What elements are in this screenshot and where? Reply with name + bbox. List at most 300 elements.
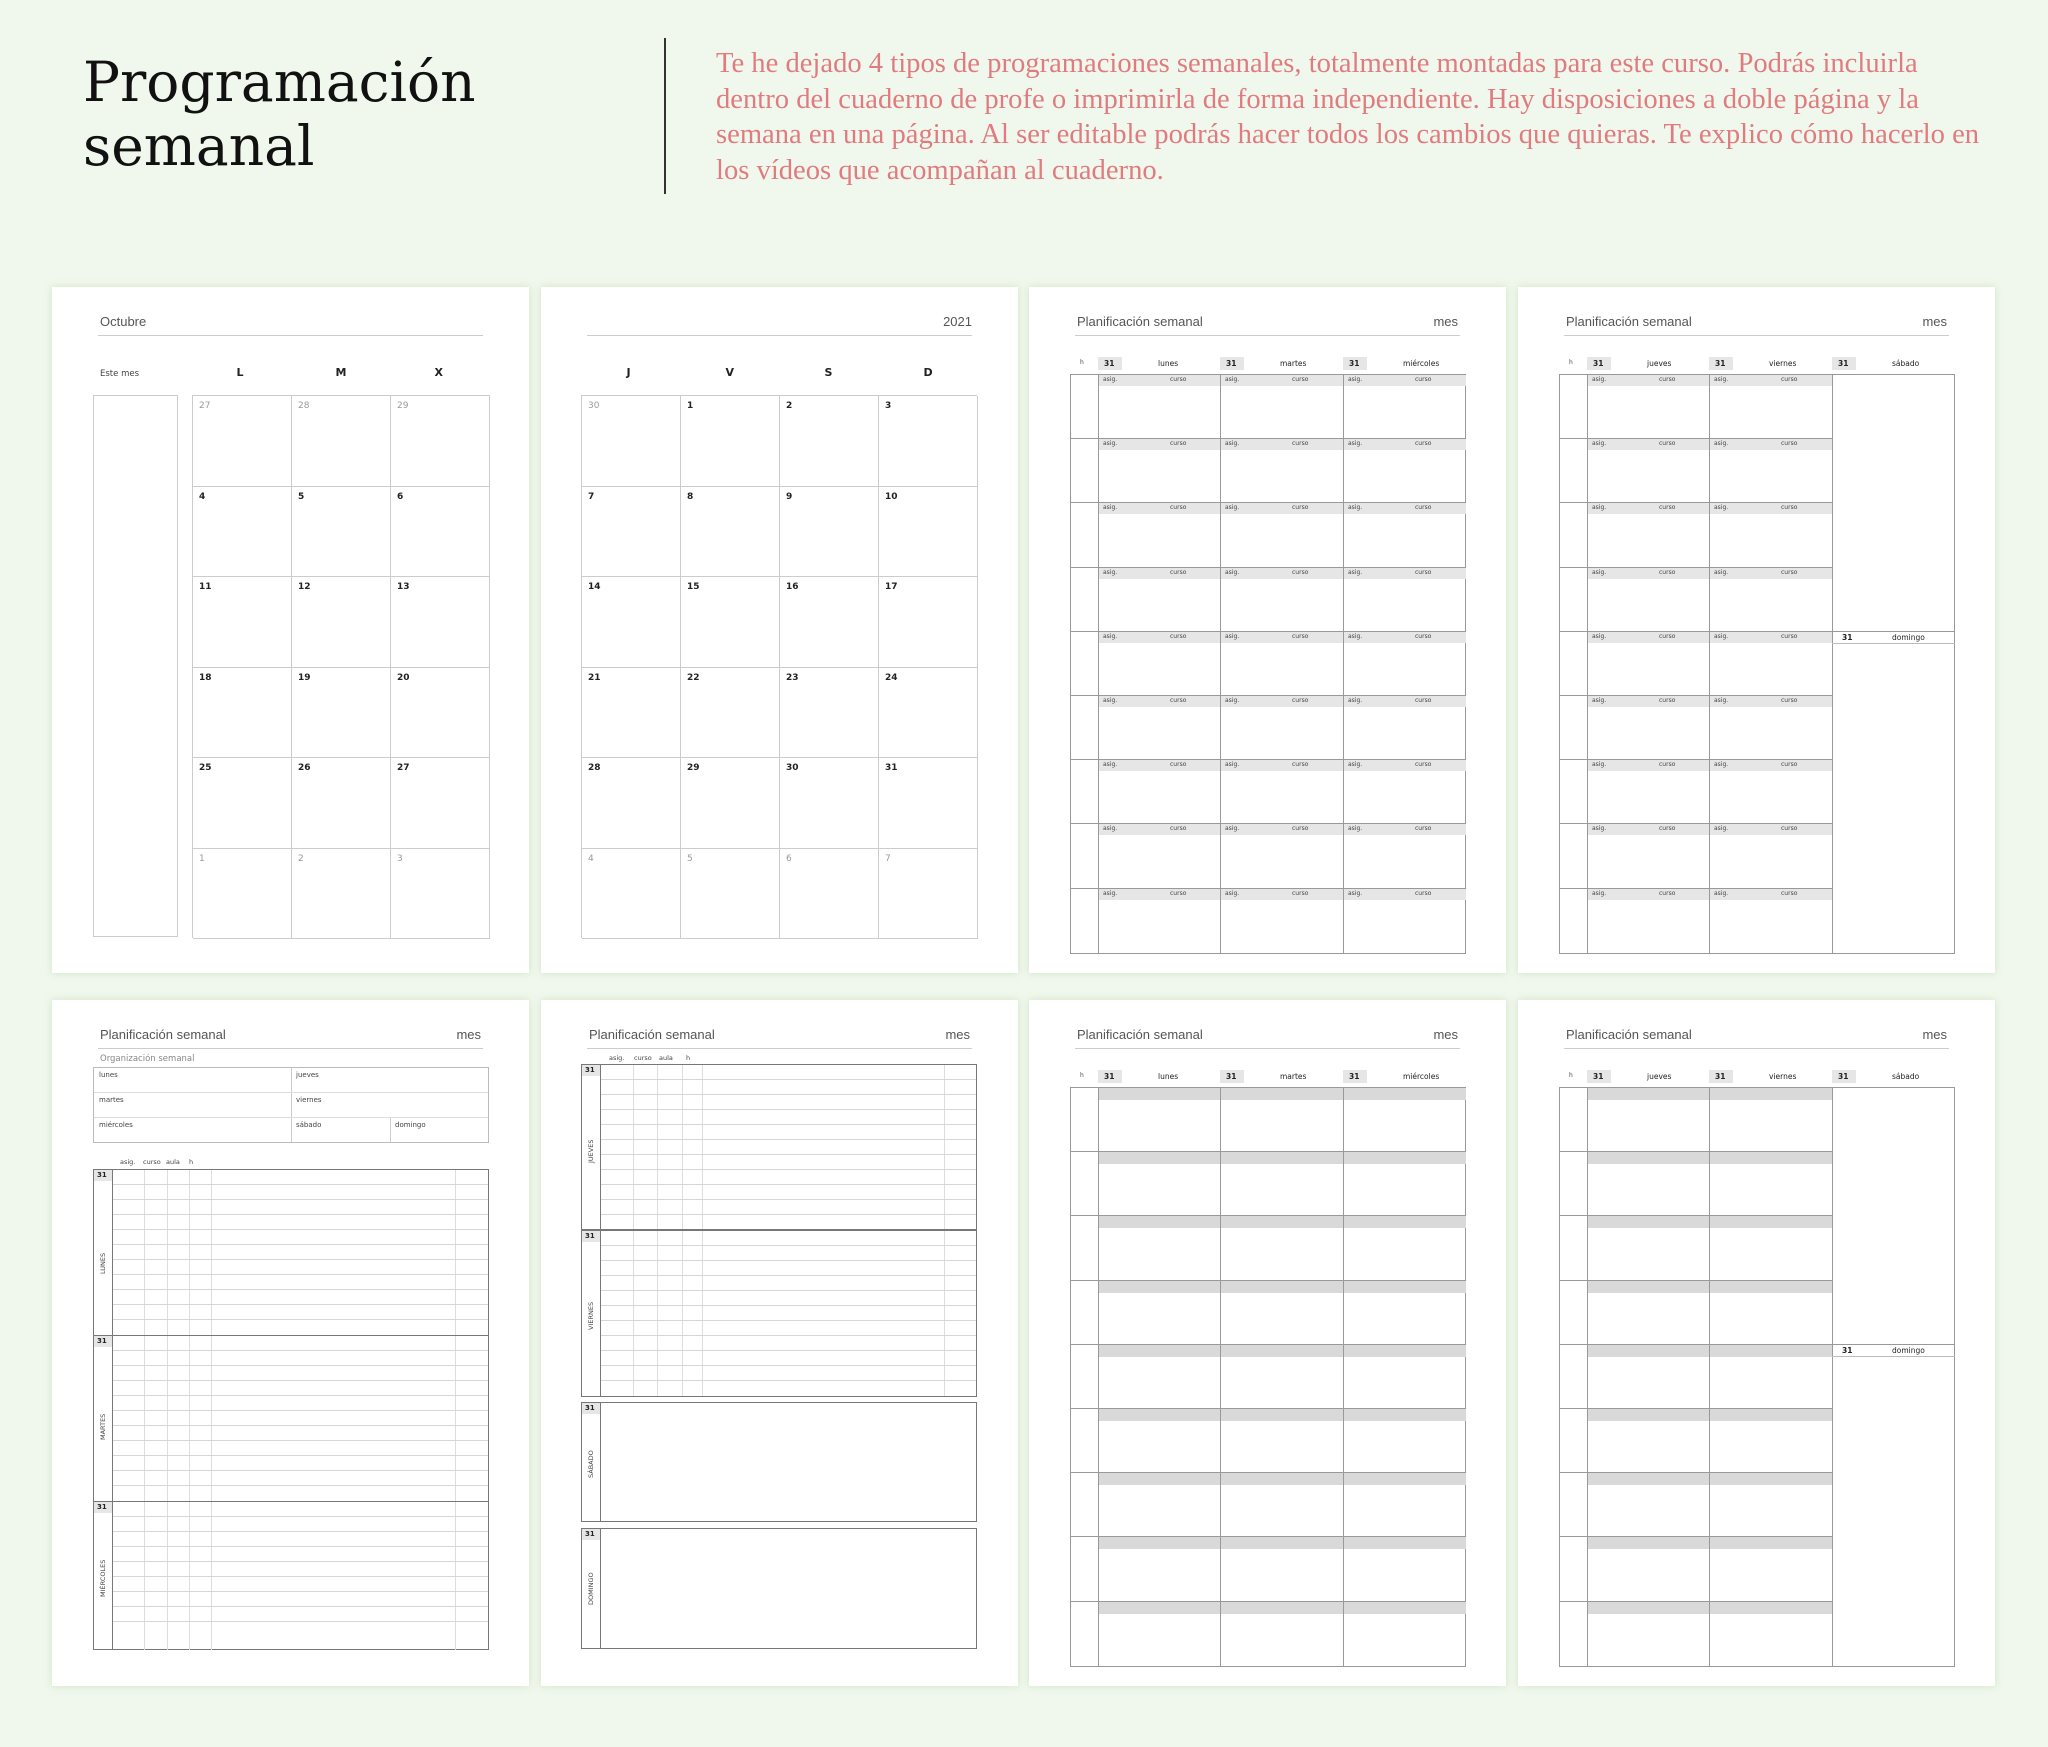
asig-label[interactable]: asig.: [1348, 440, 1363, 448]
session-cell[interactable]: [1344, 580, 1466, 630]
curso-label[interactable]: curso: [1659, 440, 1676, 448]
session-cell[interactable]: [1588, 1228, 1709, 1278]
asig-label[interactable]: asig.: [1348, 697, 1363, 704]
grid-line[interactable]: [601, 1290, 976, 1291]
session-cell[interactable]: [1099, 1549, 1220, 1599]
grid-line[interactable]: [113, 1319, 488, 1320]
grid-line[interactable]: [601, 1380, 976, 1381]
asig-label[interactable]: asig.: [1714, 697, 1729, 704]
session-cell[interactable]: [1710, 1164, 1832, 1214]
session-cell[interactable]: [1588, 1614, 1709, 1664]
session-header-bar[interactable]: [1344, 1152, 1466, 1164]
session-cell[interactable]: [1588, 901, 1709, 951]
asig-label[interactable]: asig.: [1225, 504, 1240, 512]
session-cell[interactable]: [1344, 1421, 1466, 1471]
session-cell[interactable]: [1710, 1485, 1832, 1535]
session-header-bar[interactable]: [1344, 1537, 1466, 1549]
grid-line[interactable]: [113, 1591, 488, 1592]
calendar-day-cell[interactable]: [879, 396, 978, 487]
curso-label[interactable]: curso: [1659, 632, 1676, 640]
org-miercoles[interactable]: miércoles: [99, 1121, 133, 1129]
asig-label[interactable]: asig.: [1714, 889, 1729, 897]
notes-area[interactable]: [601, 1529, 975, 1648]
session-cell[interactable]: [1710, 772, 1832, 822]
session-header-bar[interactable]: [1588, 1537, 1709, 1549]
calendar-day-cell[interactable]: [292, 396, 391, 487]
session-cell[interactable]: [1344, 901, 1466, 951]
session-cell[interactable]: [1099, 644, 1220, 694]
grid-line[interactable]: [113, 1410, 488, 1411]
curso-label[interactable]: curso: [1781, 568, 1798, 576]
curso-label[interactable]: curso: [1292, 504, 1309, 512]
session-cell[interactable]: [1221, 901, 1343, 951]
asig-label[interactable]: asig.: [1225, 568, 1240, 576]
session-header-bar[interactable]: [1344, 1602, 1466, 1614]
curso-label[interactable]: curso: [1781, 697, 1798, 704]
curso-label[interactable]: curso: [1781, 825, 1798, 833]
asig-label[interactable]: asig.: [1103, 568, 1118, 576]
curso-label[interactable]: curso: [1659, 825, 1676, 833]
session-cell[interactable]: [1710, 901, 1832, 951]
curso-label[interactable]: curso: [1781, 889, 1798, 897]
session-cell[interactable]: [1710, 1100, 1832, 1150]
curso-label[interactable]: curso: [1659, 697, 1676, 704]
session-cell[interactable]: [1099, 1614, 1220, 1664]
calendar-day-cell[interactable]: [582, 577, 681, 668]
grid-line[interactable]: [113, 1395, 488, 1396]
curso-label[interactable]: curso: [1415, 697, 1432, 704]
domingo-area[interactable]: [1833, 644, 1955, 952]
session-cell[interactable]: [1710, 1614, 1832, 1664]
curso-label[interactable]: curso: [1415, 632, 1432, 640]
session-header-bar[interactable]: [1099, 1281, 1220, 1293]
grid-line[interactable]: [113, 1365, 488, 1366]
session-header-bar[interactable]: [1710, 1216, 1832, 1228]
session-cell[interactable]: [1221, 387, 1343, 437]
asig-label[interactable]: asig.: [1592, 889, 1607, 897]
grid-line[interactable]: [113, 1425, 488, 1426]
asig-label[interactable]: asig.: [1348, 568, 1363, 576]
curso-label[interactable]: curso: [1781, 376, 1798, 383]
session-cell[interactable]: [1221, 772, 1343, 822]
session-header-bar[interactable]: [1221, 1152, 1343, 1164]
calendar-day-cell[interactable]: [391, 849, 490, 940]
session-cell[interactable]: [1710, 1293, 1832, 1343]
grid-line[interactable]: [113, 1274, 488, 1275]
calendar-day-cell[interactable]: [681, 668, 780, 759]
session-header-bar[interactable]: [1221, 1602, 1343, 1614]
asig-label[interactable]: asig.: [1714, 504, 1729, 512]
calendar-day-cell[interactable]: [193, 758, 292, 849]
asig-label[interactable]: asig.: [1103, 697, 1118, 704]
session-cell[interactable]: [1588, 1164, 1709, 1214]
curso-label[interactable]: curso: [1292, 632, 1309, 640]
curso-label[interactable]: curso: [1659, 889, 1676, 897]
asig-label[interactable]: asig.: [1714, 376, 1729, 383]
asig-label[interactable]: asig.: [1103, 440, 1118, 448]
session-cell[interactable]: [1344, 836, 1466, 886]
grid-line[interactable]: [113, 1304, 488, 1305]
session-header-bar[interactable]: [1221, 1409, 1343, 1421]
calendar-day-cell[interactable]: [879, 577, 978, 668]
sabado-area[interactable]: [1833, 1088, 1955, 1343]
calendar-day-cell[interactable]: [292, 577, 391, 668]
session-header-bar[interactable]: [1344, 1088, 1466, 1100]
session-header-bar[interactable]: [1710, 1537, 1832, 1549]
session-cell[interactable]: [1588, 1421, 1709, 1471]
grid-line[interactable]: [601, 1305, 976, 1306]
session-cell[interactable]: [1221, 836, 1343, 886]
session-cell[interactable]: [1221, 580, 1343, 630]
calendar-day-cell[interactable]: [582, 758, 681, 849]
session-cell[interactable]: [1344, 1549, 1466, 1599]
curso-label[interactable]: curso: [1292, 761, 1309, 769]
session-cell[interactable]: [1344, 1614, 1466, 1664]
grid-line[interactable]: [601, 1320, 976, 1321]
asig-label[interactable]: asig.: [1225, 376, 1240, 383]
calendar-day-cell[interactable]: [292, 849, 391, 940]
grid-line[interactable]: [601, 1139, 976, 1140]
session-header-bar[interactable]: [1588, 1602, 1709, 1614]
session-cell[interactable]: [1344, 772, 1466, 822]
calendar-day-cell[interactable]: [681, 849, 780, 940]
asig-label[interactable]: asig.: [1714, 440, 1729, 448]
session-cell[interactable]: [1344, 1357, 1466, 1407]
calendar-day-cell[interactable]: [780, 758, 879, 849]
asig-label[interactable]: asig.: [1103, 825, 1118, 833]
grid-line[interactable]: [601, 1199, 976, 1200]
asig-label[interactable]: asig.: [1103, 761, 1118, 769]
sabado-area[interactable]: [1833, 375, 1955, 630]
session-cell[interactable]: [1099, 580, 1220, 630]
session-cell[interactable]: [1099, 451, 1220, 501]
grid-line[interactable]: [113, 1199, 488, 1200]
session-header-bar[interactable]: [1099, 1088, 1220, 1100]
session-cell[interactable]: [1344, 1293, 1466, 1343]
calendar-day-cell[interactable]: [391, 577, 490, 668]
curso-label[interactable]: curso: [1415, 440, 1432, 448]
calendar-day-cell[interactable]: [780, 849, 879, 940]
session-cell[interactable]: [1588, 708, 1709, 758]
session-header-bar[interactable]: [1099, 1602, 1220, 1614]
session-cell[interactable]: [1221, 708, 1343, 758]
session-header-bar[interactable]: [1710, 1409, 1832, 1421]
curso-label[interactable]: curso: [1781, 632, 1798, 640]
session-cell[interactable]: [1221, 1421, 1343, 1471]
org-domingo[interactable]: domingo: [395, 1121, 426, 1129]
session-cell[interactable]: [1344, 451, 1466, 501]
grid-line[interactable]: [113, 1470, 488, 1471]
session-header-bar[interactable]: [1221, 1473, 1343, 1485]
grid-line[interactable]: [601, 1335, 976, 1336]
asig-label[interactable]: asig.: [1592, 568, 1607, 576]
grid-line[interactable]: [113, 1184, 488, 1185]
org-viernes[interactable]: viernes: [296, 1096, 322, 1104]
session-cell[interactable]: [1099, 1100, 1220, 1150]
session-cell[interactable]: [1221, 1164, 1343, 1214]
session-header-bar[interactable]: [1221, 1537, 1343, 1549]
grid-line[interactable]: [113, 1259, 488, 1260]
calendar-day-cell[interactable]: [193, 668, 292, 759]
session-cell[interactable]: [1710, 1549, 1832, 1599]
session-header-bar[interactable]: [1710, 1152, 1832, 1164]
curso-label[interactable]: curso: [1415, 761, 1432, 769]
calendar-day-cell[interactable]: [193, 396, 292, 487]
curso-label[interactable]: curso: [1292, 697, 1309, 704]
org-martes[interactable]: martes: [99, 1096, 124, 1104]
session-header-bar[interactable]: [1710, 1602, 1832, 1614]
asig-label[interactable]: asig.: [1103, 376, 1118, 383]
asig-label[interactable]: asig.: [1103, 632, 1118, 640]
session-cell[interactable]: [1710, 515, 1832, 565]
session-cell[interactable]: [1221, 644, 1343, 694]
asig-label[interactable]: asig.: [1714, 825, 1729, 833]
session-header-bar[interactable]: [1221, 1216, 1343, 1228]
calendar-day-cell[interactable]: [582, 396, 681, 487]
asig-label[interactable]: asig.: [1225, 440, 1240, 448]
calendar-day-cell[interactable]: [681, 577, 780, 668]
asig-label[interactable]: asig.: [1225, 761, 1240, 769]
grid-line[interactable]: [113, 1214, 488, 1215]
session-cell[interactable]: [1588, 580, 1709, 630]
session-header-bar[interactable]: [1344, 1281, 1466, 1293]
session-cell[interactable]: [1588, 1357, 1709, 1407]
session-header-bar[interactable]: [1588, 1088, 1709, 1100]
grid-line[interactable]: [113, 1606, 488, 1607]
asig-label[interactable]: asig.: [1592, 632, 1607, 640]
session-cell[interactable]: [1710, 451, 1832, 501]
asig-label[interactable]: asig.: [1348, 761, 1363, 769]
calendar-day-cell[interactable]: [780, 577, 879, 668]
session-cell[interactable]: [1099, 772, 1220, 822]
calendar-day-cell[interactable]: [780, 487, 879, 578]
session-cell[interactable]: [1344, 387, 1466, 437]
session-header-bar[interactable]: [1710, 1345, 1832, 1357]
asig-label[interactable]: asig.: [1225, 889, 1240, 897]
session-header-bar[interactable]: [1588, 1473, 1709, 1485]
grid-line[interactable]: [113, 1561, 488, 1562]
session-cell[interactable]: [1099, 1485, 1220, 1535]
curso-label[interactable]: curso: [1170, 889, 1187, 897]
grid-line[interactable]: [601, 1260, 976, 1261]
session-header-bar[interactable]: [1221, 1281, 1343, 1293]
session-header-bar[interactable]: [1221, 1088, 1343, 1100]
session-cell[interactable]: [1710, 644, 1832, 694]
session-cell[interactable]: [1221, 1100, 1343, 1150]
calendar-day-cell[interactable]: [582, 849, 681, 940]
calendar-day-cell[interactable]: [292, 668, 391, 759]
curso-label[interactable]: curso: [1415, 504, 1432, 512]
session-cell[interactable]: [1344, 515, 1466, 565]
grid-line[interactable]: [601, 1184, 976, 1185]
calendar-day-cell[interactable]: [292, 758, 391, 849]
grid-line[interactable]: [113, 1531, 488, 1532]
curso-label[interactable]: curso: [1292, 440, 1309, 448]
session-header-bar[interactable]: [1588, 1152, 1709, 1164]
asig-label[interactable]: asig.: [1348, 889, 1363, 897]
session-header-bar[interactable]: [1099, 1216, 1220, 1228]
session-header-bar[interactable]: [1344, 1409, 1466, 1421]
grid-line[interactable]: [113, 1546, 488, 1547]
session-cell[interactable]: [1099, 708, 1220, 758]
session-cell[interactable]: [1099, 1164, 1220, 1214]
grid-line[interactable]: [113, 1380, 488, 1381]
session-cell[interactable]: [1710, 1421, 1832, 1471]
grid-line[interactable]: [113, 1516, 488, 1517]
curso-label[interactable]: curso: [1292, 825, 1309, 833]
session-cell[interactable]: [1710, 387, 1832, 437]
grid-line[interactable]: [601, 1079, 976, 1080]
asig-label[interactable]: asig.: [1592, 376, 1607, 383]
curso-label[interactable]: curso: [1659, 761, 1676, 769]
calendar-day-cell[interactable]: [292, 487, 391, 578]
session-cell[interactable]: [1221, 451, 1343, 501]
grid-line[interactable]: [113, 1244, 488, 1245]
curso-label[interactable]: curso: [1659, 504, 1676, 512]
asig-label[interactable]: asig.: [1103, 504, 1118, 512]
calendar-day-cell[interactable]: [391, 668, 490, 759]
session-cell[interactable]: [1099, 387, 1220, 437]
grid-line[interactable]: [601, 1245, 976, 1246]
session-cell[interactable]: [1588, 1485, 1709, 1535]
session-cell[interactable]: [1099, 1357, 1220, 1407]
session-cell[interactable]: [1344, 644, 1466, 694]
grid-line[interactable]: [601, 1154, 976, 1155]
calendar-day-cell[interactable]: [193, 487, 292, 578]
curso-label[interactable]: curso: [1415, 889, 1432, 897]
session-header-bar[interactable]: [1710, 1088, 1832, 1100]
grid-line[interactable]: [113, 1350, 488, 1351]
asig-label[interactable]: asig.: [1225, 825, 1240, 833]
session-cell[interactable]: [1588, 1549, 1709, 1599]
calendar-day-cell[interactable]: [681, 396, 780, 487]
curso-label[interactable]: curso: [1415, 376, 1432, 383]
asig-label[interactable]: asig.: [1592, 761, 1607, 769]
curso-label[interactable]: curso: [1170, 761, 1187, 769]
session-cell[interactable]: [1588, 387, 1709, 437]
session-header-bar[interactable]: [1344, 1216, 1466, 1228]
curso-label[interactable]: curso: [1170, 568, 1187, 576]
session-cell[interactable]: [1099, 515, 1220, 565]
grid-line[interactable]: [113, 1229, 488, 1230]
curso-label[interactable]: curso: [1659, 568, 1676, 576]
session-header-bar[interactable]: [1099, 1152, 1220, 1164]
org-sabado[interactable]: sábado: [296, 1121, 322, 1129]
session-cell[interactable]: [1588, 1293, 1709, 1343]
calendar-day-cell[interactable]: [879, 758, 978, 849]
session-cell[interactable]: [1221, 515, 1343, 565]
session-header-bar[interactable]: [1344, 1473, 1466, 1485]
session-cell[interactable]: [1710, 1228, 1832, 1278]
grid-line[interactable]: [113, 1455, 488, 1456]
calendar-day-cell[interactable]: [780, 396, 879, 487]
asig-label[interactable]: asig.: [1348, 825, 1363, 833]
asig-label[interactable]: asig.: [1592, 504, 1607, 512]
curso-label[interactable]: curso: [1170, 504, 1187, 512]
session-cell[interactable]: [1344, 708, 1466, 758]
session-header-bar[interactable]: [1221, 1345, 1343, 1357]
grid-line[interactable]: [601, 1214, 976, 1215]
calendar-day-cell[interactable]: [780, 668, 879, 759]
session-header-bar[interactable]: [1710, 1281, 1832, 1293]
curso-label[interactable]: curso: [1292, 568, 1309, 576]
session-cell[interactable]: [1588, 836, 1709, 886]
session-cell[interactable]: [1588, 451, 1709, 501]
curso-label[interactable]: curso: [1170, 376, 1187, 383]
asig-label[interactable]: asig.: [1225, 697, 1240, 704]
session-cell[interactable]: [1221, 1485, 1343, 1535]
grid-line[interactable]: [601, 1109, 976, 1110]
calendar-day-cell[interactable]: [391, 487, 490, 578]
session-header-bar[interactable]: [1710, 1473, 1832, 1485]
notes-area[interactable]: [601, 1403, 975, 1521]
session-cell[interactable]: [1588, 772, 1709, 822]
asig-label[interactable]: asig.: [1714, 761, 1729, 769]
session-header-bar[interactable]: [1099, 1537, 1220, 1549]
session-cell[interactable]: [1221, 1357, 1343, 1407]
calendar-day-cell[interactable]: [193, 577, 292, 668]
asig-label[interactable]: asig.: [1592, 825, 1607, 833]
curso-label[interactable]: curso: [1170, 825, 1187, 833]
curso-label[interactable]: curso: [1781, 504, 1798, 512]
session-cell[interactable]: [1588, 644, 1709, 694]
session-cell[interactable]: [1710, 1357, 1832, 1407]
session-cell[interactable]: [1099, 901, 1220, 951]
session-cell[interactable]: [1221, 1228, 1343, 1278]
calendar-day-cell[interactable]: [681, 758, 780, 849]
curso-label[interactable]: curso: [1292, 376, 1309, 383]
asig-label[interactable]: asig.: [1714, 568, 1729, 576]
grid-line[interactable]: [601, 1169, 976, 1170]
calendar-day-cell[interactable]: [879, 668, 978, 759]
session-cell[interactable]: [1710, 836, 1832, 886]
domingo-area[interactable]: [1833, 1357, 1955, 1665]
asig-label[interactable]: asig.: [1103, 889, 1118, 897]
asig-label[interactable]: asig.: [1714, 632, 1729, 640]
asig-label[interactable]: asig.: [1348, 632, 1363, 640]
curso-label[interactable]: curso: [1170, 632, 1187, 640]
session-cell[interactable]: [1221, 1293, 1343, 1343]
calendar-day-cell[interactable]: [879, 849, 978, 940]
session-cell[interactable]: [1344, 1485, 1466, 1535]
calendar-day-cell[interactable]: [391, 758, 490, 849]
calendar-day-cell[interactable]: [879, 487, 978, 578]
session-cell[interactable]: [1221, 1614, 1343, 1664]
session-cell[interactable]: [1588, 1100, 1709, 1150]
org-lunes[interactable]: lunes: [99, 1071, 118, 1079]
session-header-bar[interactable]: [1588, 1216, 1709, 1228]
calendar-day-cell[interactable]: [582, 487, 681, 578]
session-cell[interactable]: [1344, 1164, 1466, 1214]
grid-line[interactable]: [113, 1289, 488, 1290]
session-cell[interactable]: [1221, 1549, 1343, 1599]
grid-line[interactable]: [601, 1275, 976, 1276]
curso-label[interactable]: curso: [1781, 761, 1798, 769]
calendar-day-cell[interactable]: [681, 487, 780, 578]
org-jueves[interactable]: jueves: [296, 1071, 319, 1079]
asig-label[interactable]: asig.: [1348, 376, 1363, 383]
session-cell[interactable]: [1710, 708, 1832, 758]
curso-label[interactable]: curso: [1292, 889, 1309, 897]
session-cell[interactable]: [1588, 515, 1709, 565]
session-header-bar[interactable]: [1588, 1345, 1709, 1357]
grid-line[interactable]: [113, 1621, 488, 1622]
session-cell[interactable]: [1099, 1293, 1220, 1343]
grid-line[interactable]: [601, 1365, 976, 1366]
grid-line[interactable]: [601, 1094, 976, 1095]
session-cell[interactable]: [1099, 1228, 1220, 1278]
curso-label[interactable]: curso: [1659, 376, 1676, 383]
